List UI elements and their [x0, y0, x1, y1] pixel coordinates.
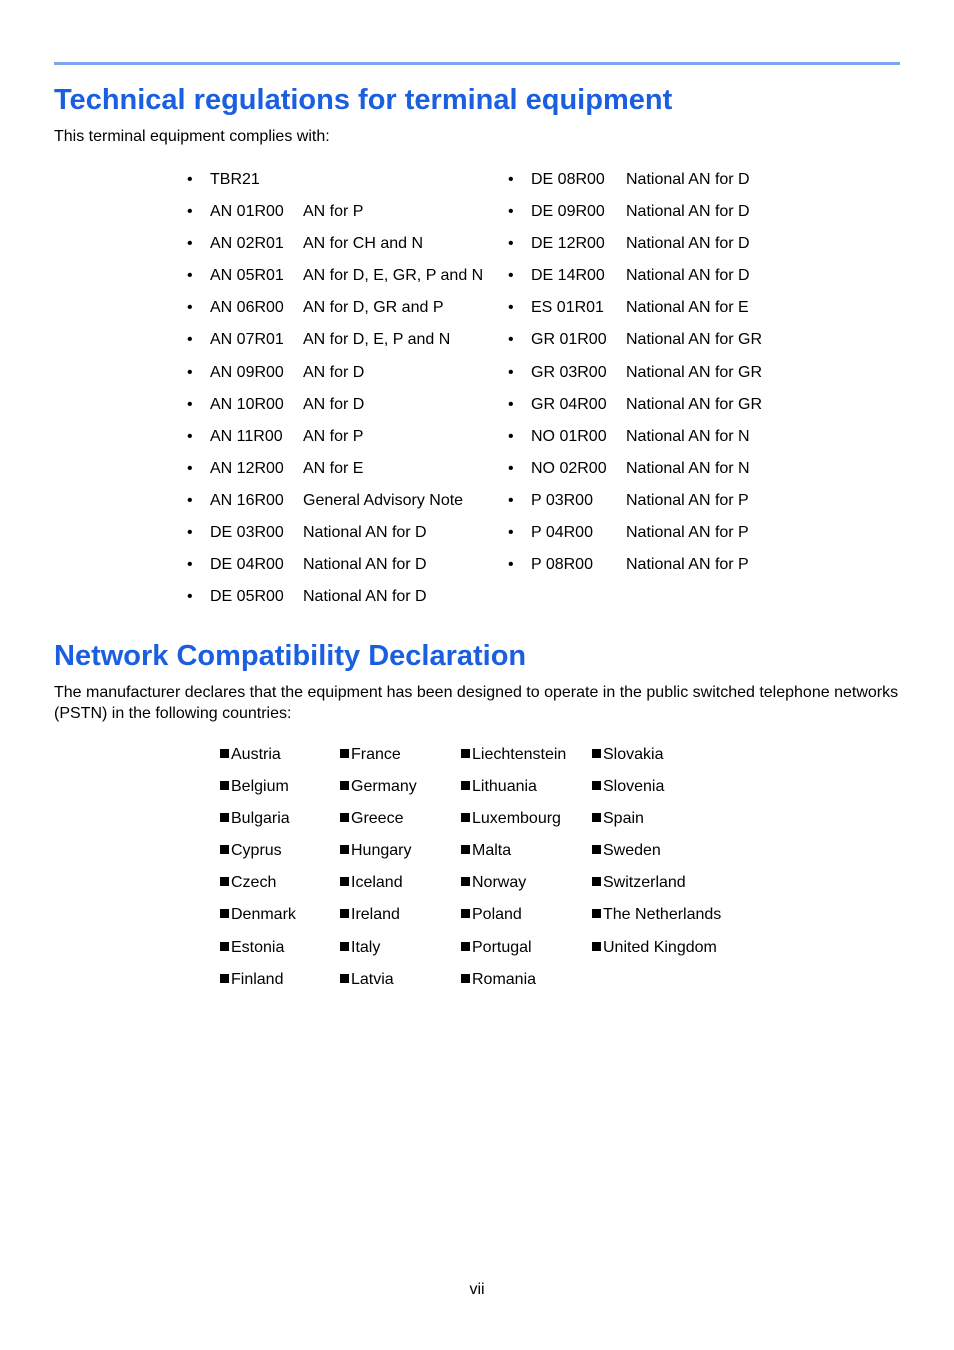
standard-code: NO 02R00 [531, 459, 607, 477]
list-item [340, 806, 417, 838]
standard-desc: National AN for GR [626, 363, 763, 381]
country-name: Iceland [351, 874, 403, 892]
bullet-icon: • [508, 556, 514, 574]
standard-desc: AN for D, E, GR, P and N [303, 267, 484, 285]
bullet-icon: • [187, 427, 193, 445]
standard-code: AN 02R01 [210, 235, 284, 253]
square-bullet-icon [340, 909, 349, 918]
bullet-icon: • [508, 459, 514, 477]
header-rule [54, 62, 900, 65]
country-name: Cyprus [231, 842, 282, 860]
standard-desc: National AN for D [626, 203, 750, 221]
square-bullet-icon [340, 781, 349, 790]
standard-code: GR 03R00 [531, 363, 607, 381]
bullet-icon: • [187, 331, 193, 349]
bullet-icon: • [508, 524, 514, 542]
country-name: Germany [351, 778, 417, 796]
country-name: Bulgaria [231, 810, 290, 828]
standard-desc: AN for E [303, 459, 364, 477]
list-item [340, 774, 417, 806]
square-bullet-icon [220, 749, 229, 758]
list-item [220, 935, 296, 967]
country-name: France [351, 746, 401, 763]
country-name: Czech [231, 874, 277, 892]
standard-desc: National AN for D [303, 524, 427, 542]
bullet-icon: • [187, 363, 193, 381]
country-name: Norway [472, 874, 527, 892]
square-bullet-icon [461, 909, 470, 918]
bullet-icon: • [508, 363, 514, 381]
list-item [461, 806, 566, 838]
list-item [220, 806, 296, 838]
list-item [461, 967, 566, 999]
standard-code: P 08R00 [531, 556, 593, 574]
standard-code: AN 05R01 [210, 267, 284, 285]
bullet-icon: • [187, 299, 193, 317]
square-bullet-icon [220, 974, 229, 983]
list-item [340, 838, 417, 870]
country-name: Lithuania [472, 778, 537, 796]
list-item [592, 870, 721, 902]
square-bullet-icon [592, 845, 601, 854]
bullet-icon: • [508, 235, 514, 253]
list-item [340, 967, 417, 999]
standard-code: P 03R00 [531, 491, 593, 509]
country-name: Finland [231, 970, 284, 988]
bullet-icon: • [187, 203, 193, 221]
square-bullet-icon [461, 813, 470, 822]
standard-desc: National AN for D [303, 556, 427, 574]
country-name: Greece [351, 810, 404, 828]
square-bullet-icon [340, 877, 349, 886]
standard-code: P 04R00 [531, 524, 593, 542]
country-name: The Netherlands [603, 906, 722, 924]
bullet-icon: • [187, 459, 193, 477]
list-item [461, 902, 566, 934]
country-name: Estonia [231, 938, 285, 956]
bullet-icon: • [187, 524, 193, 542]
list-item [592, 935, 721, 967]
standard-code: GR 01R00 [531, 331, 607, 349]
standard-desc: AN for D [303, 363, 365, 381]
country-column-4 [592, 742, 721, 967]
standard-desc: National AN for D [303, 588, 427, 606]
standard-desc: National AN for P [626, 491, 749, 509]
country-name: Portugal [472, 938, 532, 956]
bullet-icon: • [508, 171, 514, 188]
section-title-technical-regulations: Technical regulations for terminal equipment [54, 84, 673, 116]
standard-desc: National AN for P [626, 524, 749, 542]
country-name: Italy [351, 938, 381, 956]
square-bullet-icon [220, 781, 229, 790]
bullet-icon: • [508, 203, 514, 221]
bullet-icon: • [187, 235, 193, 253]
standard-desc: National AN for E [626, 299, 749, 317]
bullet-icon: • [187, 267, 193, 285]
country-name: Liechtenstein [472, 746, 567, 763]
standard-desc: National AN for P [626, 556, 749, 574]
standard-desc: National AN for GR [626, 395, 763, 413]
square-bullet-icon [220, 845, 229, 854]
country-name: Luxembourg [472, 810, 561, 828]
standard-code: DE 09R00 [531, 203, 605, 221]
network-intro [54, 682, 898, 724]
standard-code: DE 14R00 [531, 267, 605, 285]
country-name: Poland [472, 906, 522, 924]
country-name: Slovakia [603, 746, 664, 763]
bullet-icon: • [508, 427, 514, 445]
list-item [592, 742, 721, 774]
standard-code: AN 06R00 [210, 299, 284, 317]
list-item [461, 870, 566, 902]
square-bullet-icon [461, 781, 470, 790]
list-item [340, 870, 417, 902]
bullet-icon: • [508, 299, 514, 317]
standard-desc: AN for D, E, P and N [303, 331, 451, 349]
square-bullet-icon [461, 749, 470, 758]
standard-desc: National AN for N [626, 459, 750, 477]
standard-desc: National AN for D [626, 235, 750, 253]
page-number: vii [469, 1281, 485, 1298]
standard-code: GR 04R00 [531, 395, 607, 413]
standard-code: AN 09R00 [210, 363, 284, 381]
list-item [592, 902, 721, 934]
country-name: Austria [231, 746, 281, 763]
country-name: Malta [472, 842, 512, 860]
standard-code: AN 10R00 [210, 395, 284, 413]
standard-code: DE 08R00 [531, 171, 605, 188]
bullet-icon: • [508, 331, 514, 349]
list-item [592, 806, 721, 838]
standard-desc: National AN for D [626, 267, 750, 285]
square-bullet-icon [592, 781, 601, 790]
standard-code: DE 05R00 [210, 588, 284, 606]
list-item [220, 838, 296, 870]
country-name: Spain [603, 810, 644, 828]
country-name: Latvia [351, 970, 394, 988]
country-name: United Kingdom [603, 938, 717, 956]
list-item [220, 870, 296, 902]
country-name: Switzerland [603, 874, 686, 892]
standard-code: TBR21 [210, 171, 260, 188]
standard-desc: AN for P [303, 427, 364, 445]
country-name: Hungary [351, 842, 412, 860]
bullet-icon: • [187, 491, 193, 509]
square-bullet-icon [461, 877, 470, 886]
square-bullet-icon [220, 909, 229, 918]
bullet-icon: • [187, 556, 193, 574]
list-item [340, 935, 417, 967]
standard-code: AN 12R00 [210, 459, 284, 477]
square-bullet-icon [340, 974, 349, 983]
bullet-icon: • [508, 395, 514, 413]
list-item [461, 935, 566, 967]
bullet-icon: • [187, 395, 193, 413]
square-bullet-icon [220, 942, 229, 951]
square-bullet-icon [592, 909, 601, 918]
standard-desc: National AN for GR [626, 331, 763, 349]
bullet-icon: • [508, 267, 514, 285]
country-name: Romania [472, 970, 537, 988]
country-column-2 [340, 742, 417, 999]
country-column-3 [461, 742, 566, 999]
standard-code: AN 07R01 [210, 331, 284, 349]
list-item [220, 967, 296, 999]
standard-code: AN 16R00 [210, 491, 284, 509]
network-intro-line1: The manufacturer declares that the equipment has been designed to operate in the public switched telephone networks [54, 684, 899, 701]
square-bullet-icon [592, 877, 601, 886]
standard-code: ES 01R01 [531, 299, 604, 317]
bullet-icon: • [187, 588, 193, 606]
square-bullet-icon [340, 749, 349, 758]
square-bullet-icon [340, 813, 349, 822]
country-name: Belgium [231, 778, 289, 796]
country-column-1 [220, 742, 296, 999]
standard-desc: AN for D [303, 395, 365, 413]
country-name: Ireland [351, 906, 400, 924]
square-bullet-icon [220, 877, 229, 886]
network-intro-line2: (PSTN) in the following countries: [54, 705, 292, 722]
list-item [220, 902, 296, 934]
standard-code: AN 01R00 [210, 203, 284, 221]
list-item [340, 742, 417, 774]
list-item [461, 774, 566, 806]
standard-desc: National AN for N [626, 427, 750, 445]
standard-code: DE 04R00 [210, 556, 284, 574]
square-bullet-icon [220, 813, 229, 822]
list-item [340, 902, 417, 934]
standard-code: NO 01R00 [531, 427, 607, 445]
list-item [592, 838, 721, 870]
square-bullet-icon [592, 942, 601, 951]
terminal-intro: This terminal equipment complies with: [54, 128, 330, 145]
country-name: Slovenia [603, 778, 665, 796]
square-bullet-icon [461, 974, 470, 983]
standard-desc: General Advisory Note [303, 491, 464, 509]
standard-code: AN 11R00 [210, 427, 283, 445]
square-bullet-icon [592, 749, 601, 758]
standard-desc: AN for P [303, 203, 364, 221]
list-item [220, 774, 296, 806]
standard-code: DE 03R00 [210, 524, 284, 542]
square-bullet-icon [340, 942, 349, 951]
country-name: Denmark [231, 906, 296, 924]
square-bullet-icon [340, 845, 349, 854]
standard-code: DE 12R00 [531, 235, 605, 253]
standard-desc: National AN for D [626, 171, 750, 188]
bullet-icon: • [508, 491, 514, 509]
square-bullet-icon [592, 813, 601, 822]
standard-desc: AN for CH and N [303, 235, 424, 253]
square-bullet-icon [461, 845, 470, 854]
list-item [461, 742, 566, 774]
bullet-icon: • [187, 171, 193, 188]
list-item [592, 774, 721, 806]
country-name: Sweden [603, 842, 661, 860]
list-item [461, 838, 566, 870]
list-item [220, 742, 296, 774]
square-bullet-icon [461, 942, 470, 951]
section-title-network-compatibility: Network Compatibility Declaration [54, 640, 527, 672]
standard-desc: AN for D, GR and P [303, 299, 444, 317]
